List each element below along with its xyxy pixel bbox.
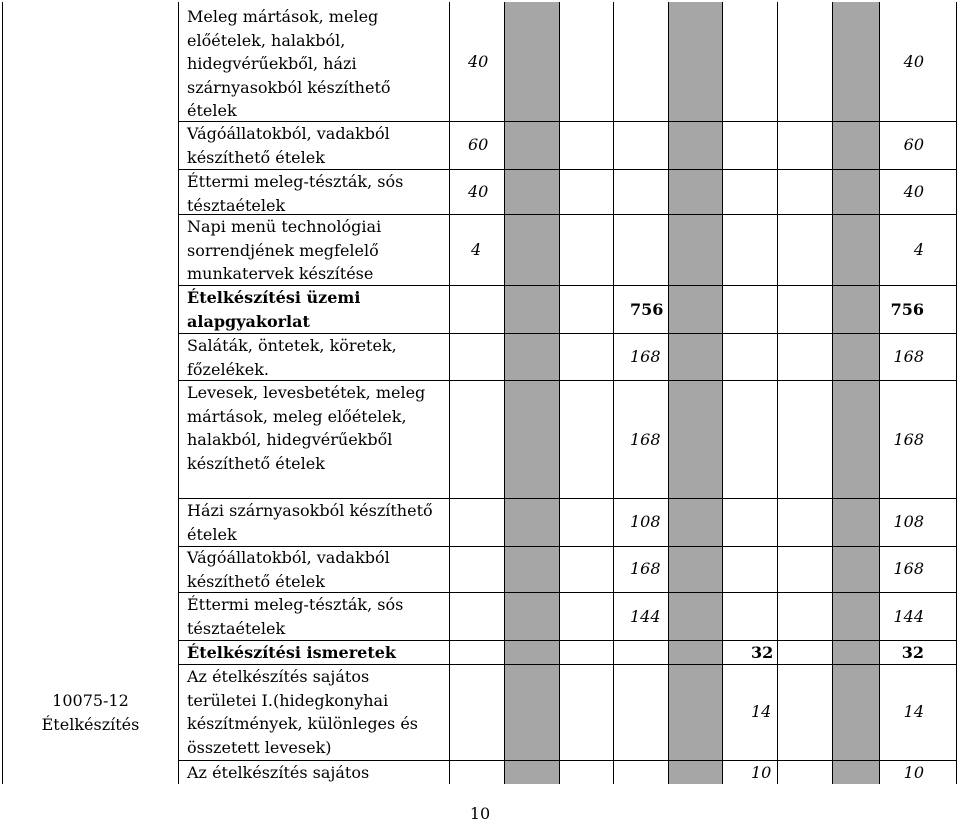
hours-total: 168 xyxy=(893,430,924,449)
grid-vline xyxy=(722,2,723,784)
grid-vline xyxy=(449,2,450,784)
grid-vline xyxy=(879,2,880,784)
hours-total: 60 xyxy=(903,135,924,154)
hours-practice: 144 xyxy=(630,607,661,626)
grid-vline xyxy=(559,2,560,784)
hours-theory: 4 xyxy=(471,240,482,259)
shaded-column-3 xyxy=(832,2,879,784)
row-label: Levesek, levesbetétek, meleg mártások, meleg előételek, halakból, hidegvérűekből készíthető ételek xyxy=(187,383,426,473)
hours-total: 168 xyxy=(893,347,924,366)
row-label: Éttermi meleg-tészták, sós tésztaételek xyxy=(187,595,404,638)
row-label: Házi szárnyasokból készíthető ételek xyxy=(187,501,433,544)
hours-total: 4 xyxy=(913,240,924,259)
hours-total: 10 xyxy=(903,763,924,782)
row-label: Éttermi meleg-tészták, sós tésztaételek xyxy=(187,172,404,215)
hours-practice: 168 xyxy=(630,430,661,449)
hours-theory: 40 xyxy=(468,182,489,201)
grid-vline xyxy=(832,2,833,784)
hours-knowledge: 10 xyxy=(751,763,772,782)
row-label: Saláták, öntetek, köretek, főzelékek. xyxy=(187,336,397,379)
grid-vline xyxy=(613,2,614,784)
hours-total: 40 xyxy=(903,182,924,201)
module-name: Ételkészítés xyxy=(41,715,140,734)
row-label: Vágóállatokból, vadakból készíthető ételek xyxy=(187,124,390,167)
hours-practice: 168 xyxy=(630,559,661,578)
grid-vline xyxy=(2,2,3,784)
page-number: 10 xyxy=(469,804,491,823)
hours-practice: 168 xyxy=(630,347,661,366)
grid-vline xyxy=(956,2,957,784)
hours-total: 40 xyxy=(903,52,924,71)
hours-total: 168 xyxy=(893,559,924,578)
hours-total: 14 xyxy=(903,702,924,721)
hours-theory: 40 xyxy=(468,52,489,71)
grid-vline xyxy=(668,2,669,784)
shaded-column-2 xyxy=(668,2,722,784)
hours-knowledge: 32 xyxy=(751,643,774,662)
hours-knowledge: 14 xyxy=(751,702,772,721)
row-label: Az ételkészítés sajátos területei I.(hidegkonyhai készítmények, különleges és összetett levesek) xyxy=(187,667,418,757)
hours-practice: 108 xyxy=(630,512,661,531)
hours-theory: 60 xyxy=(468,135,489,154)
hours-total: 144 xyxy=(893,607,924,626)
row-label: Ételkészítési ismeretek xyxy=(187,643,396,662)
grid-vline xyxy=(178,2,179,784)
shaded-column-1 xyxy=(505,2,559,784)
grid-vline xyxy=(504,2,505,784)
hours-total: 108 xyxy=(893,512,924,531)
row-label: Vágóállatokból, vadakból készíthető ételek xyxy=(187,548,390,591)
grid-vline xyxy=(777,2,778,784)
hours-total: 32 xyxy=(901,643,924,662)
row-label: Ételkészítési üzemi alapgyakorlat xyxy=(187,288,361,331)
hours-total: 756 xyxy=(890,300,924,319)
row-label: Az ételkészítés sajátos xyxy=(187,763,370,782)
row-label: Napi menü technológiai sorrendjének megfelelő munkatervek készítése xyxy=(187,217,382,283)
hours-practice: 756 xyxy=(630,300,664,319)
module-code: 10075-12 xyxy=(52,691,129,710)
row-label: Meleg mártások, meleg előételek, halakból, hidegvérűekből, házi szárnyasokból készíthető ételek xyxy=(187,7,391,120)
